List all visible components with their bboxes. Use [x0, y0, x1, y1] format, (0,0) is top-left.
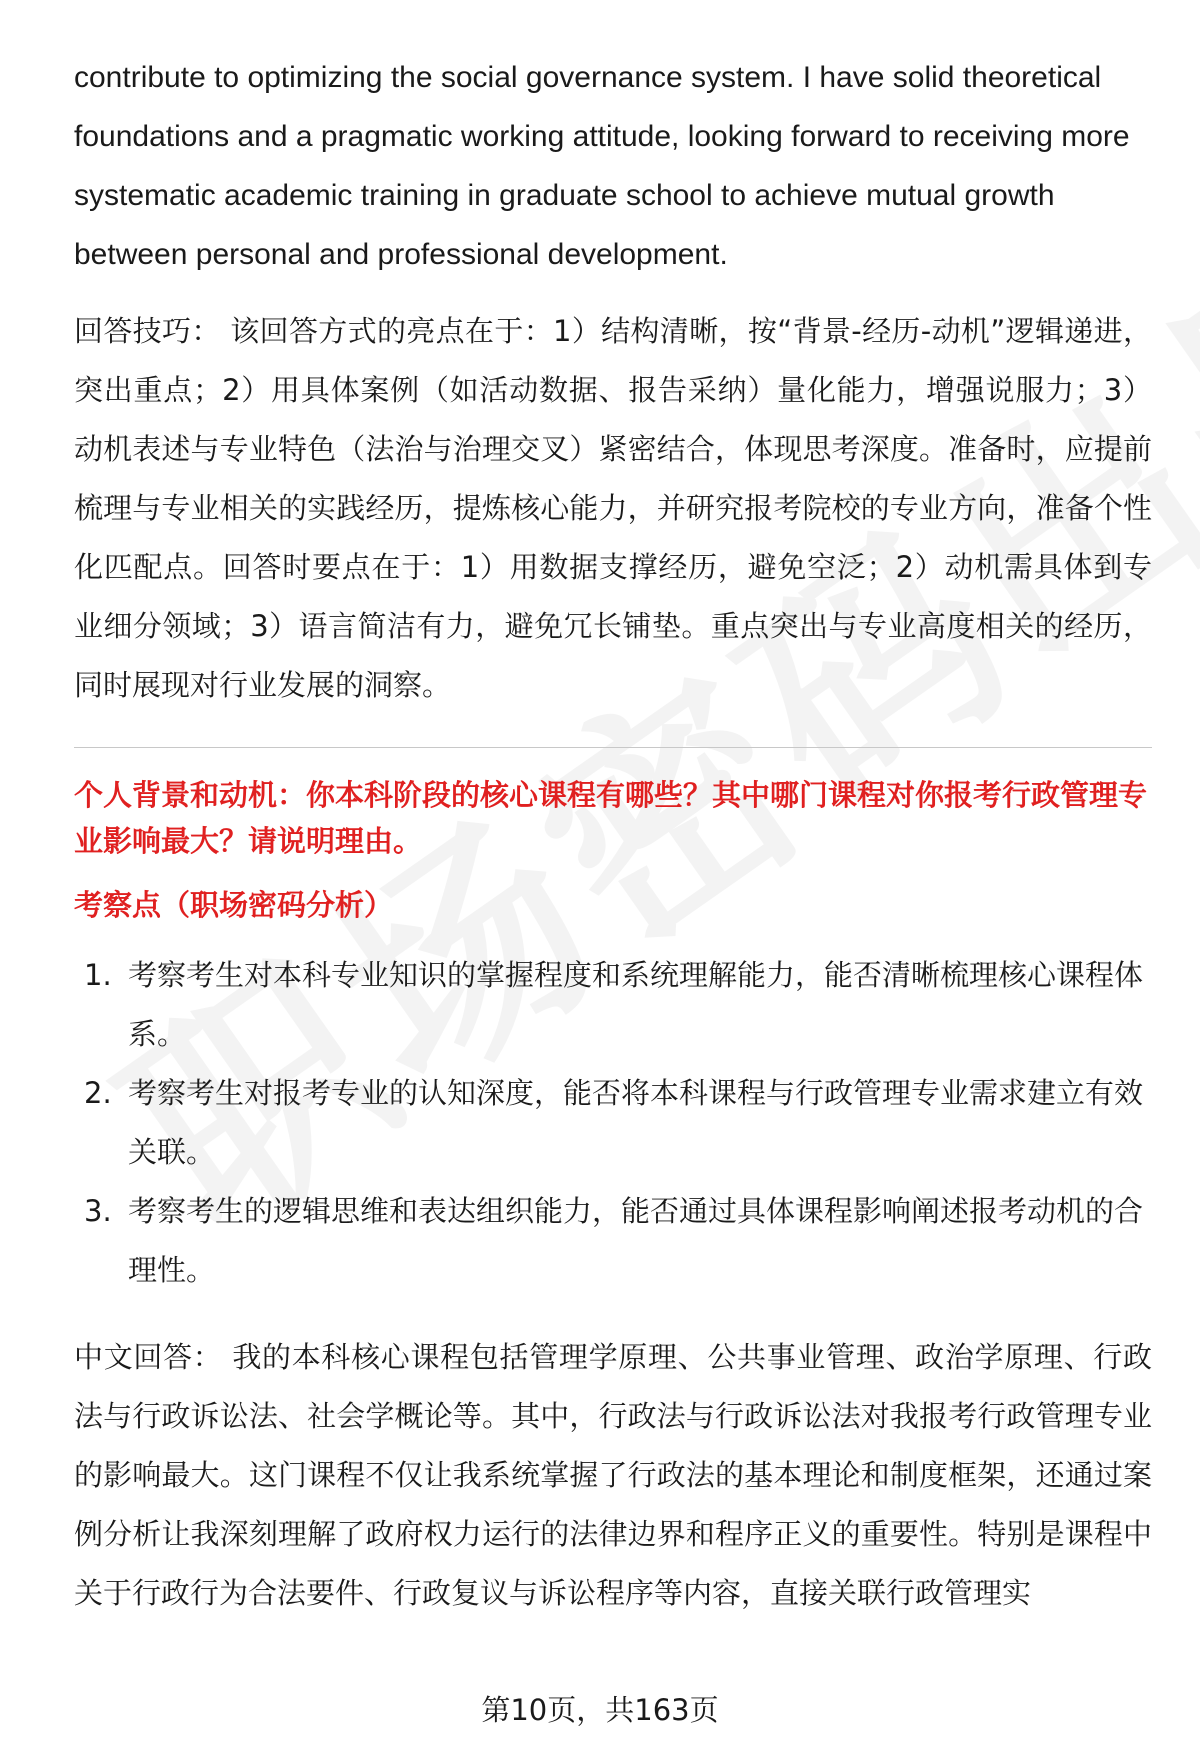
- assessment-points-title: 考察点（职场密码分析）: [74, 888, 394, 922]
- page-number: 第10页，共163页: [481, 1693, 719, 1727]
- list-item-text: 考察考生对本科专业知识的掌握程度和系统理解能力，能否清晰梳理核心课程体系。: [128, 958, 1144, 1051]
- answer-tips-paragraph: 回答技巧： 该回答方式的亮点在于：1）结构清晰，按“背景-经历-动机”逻辑递进，突出重点；2）用具体案例（如活动数据、报告采纳）量化能力，增强说服力；3）动机表述与专业特色（法治与治理交叉）紧密结合，体现思考深度。准备时，应提前梳理与专业相关的实践经历，提炼核心能力，并研究报考院校的专业方向，准备个性化匹配点。回答时要点在于：1）用数据支撑经历，避免空泛；2）动机需具体到专业细分领域；3）语言简洁有力，避免冗长铺垫。重点突出与专业高度相关的经历，同时展现对行业发展的洞察。: [74, 314, 1152, 702]
- question-heading: 个人背景和动机：你本科阶段的核心课程有哪些？其中哪门课程对你报考行政管理专业影响最大？请说明理由。: [74, 778, 1148, 858]
- assessment-points-list: [74, 946, 1152, 1300]
- chinese-answer-paragraph: 中文回答： 我的本科核心课程包括管理学原理、公共事业管理、政治学原理、行政法与行政诉讼法、社会学概论等。其中，行政法与行政诉讼法对我报考行政管理专业的影响最大。这门课程不仅让我系统掌握了行政法的基本理论和制度框架，还通过案例分析让我深刻理解了政府权力运行的法律边界和程序正义的重要性。特别是课程中关于行政行为合法要件、行政复议与诉讼程序等内容，直接关联行政管理实: [74, 1340, 1152, 1610]
- list-item: [74, 1064, 1152, 1182]
- list-item-number: 1.: [84, 958, 112, 992]
- list-item-number: 2.: [84, 1076, 112, 1110]
- section-divider: [74, 747, 1152, 748]
- list-item-text: 考察考生对报考专业的认知深度，能否将本科课程与行政管理专业需求建立有效关联。: [128, 1076, 1144, 1169]
- list-item-text: 考察考生的逻辑思维和表达组织能力，能否通过具体课程影响阐述报考动机的合理性。: [128, 1194, 1144, 1287]
- list-item-number: 3.: [84, 1194, 112, 1228]
- intro-paragraph: contribute to optimizing the social governance system. I have solid theoretical foundations and a pragmatic working attitude, looking forward to receiving more systematic academic training in graduate school to achieve mutual growth between personal and professional development.: [74, 61, 1130, 271]
- list-item: [74, 946, 1152, 1064]
- page-content: [74, 48, 1152, 1623]
- list-item: [74, 1182, 1152, 1300]
